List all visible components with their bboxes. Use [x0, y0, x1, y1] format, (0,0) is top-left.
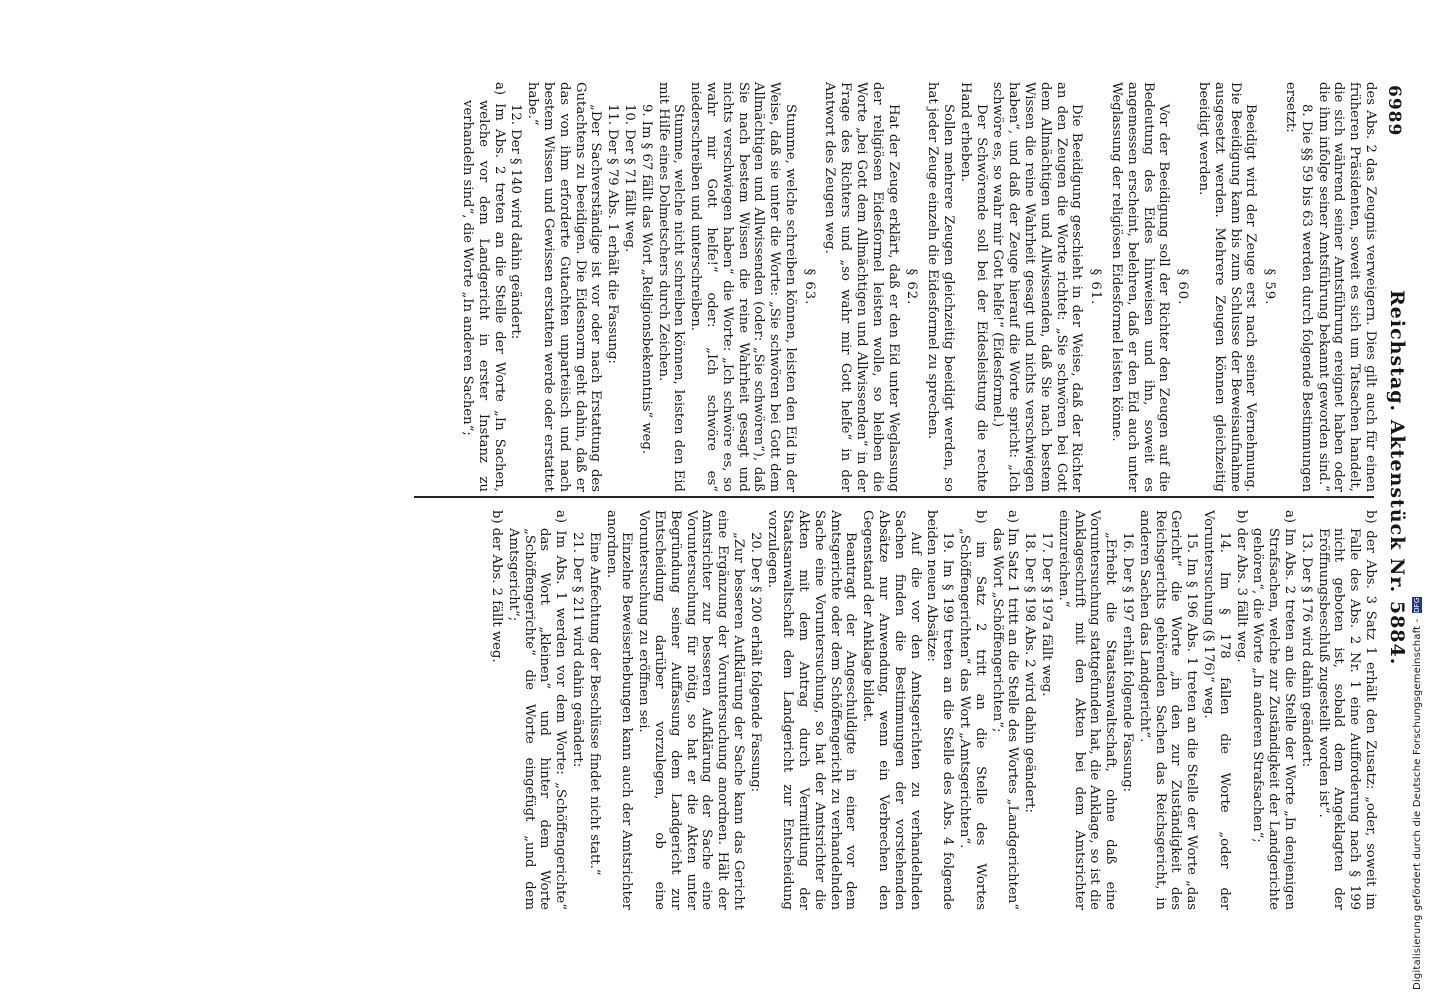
page-number: 6989 [1384, 85, 1404, 137]
section-heading: § 62. [904, 268, 920, 306]
paragraph: Beantragt der Angeschuldigte in einer vor dem Amtsgerichte oder dem Schöffengericht zu verhandelnden Sache eine Voruntersuchung, so hat der Amtsrichter die Akten mit dem Antrag durch Vermittlung der Staatsanwaltschaft dem Landgericht zur Entscheidung vorzulegen. [764, 510, 859, 910]
paragraph: 15. Im § 196 Abs. 1 treten an die Stelle der Worte „das Gericht“ die Worte „in den zur Zuständigkeit des Reichsgerichts gehörenden Sachen das Reichsgericht, in anderen Sachen das Landgericht“. [1136, 510, 1200, 910]
paragraph: Stumme, welche schreiben können, leisten den Eid in der Weise, daß sie unter die Worte: „Sie schwören bei Gott dem Allmächtigen und Allwissenden (oder: „Sie schwören“), daß Sie nach bestem Wissen die reine Wahrheit gesagt und nichts verschwiegen haben“ die Worte: „Ich schwöre es, so wahr mir Gott helfe!“ oder: „Ich schwöre es“ niederschreiben und unterschreiben. [688, 82, 798, 492]
section-heading: § 60. [1175, 268, 1191, 306]
section-heading: § 63. [801, 268, 817, 306]
paragraph: 21. Der § 211 wird dahin geändert: [569, 532, 585, 768]
paragraph: 9. Im § 67 fällt das Wort „Religionsbekenntnis“ weg. [638, 104, 654, 455]
paragraph: a) Im Abs. 2 treten an die Stelle der Worte „In denjenigen Strafsachen, welche zur Zuständigkeit der Landgerichte gehören“, die Worte „In anderen Strafsachen“; [1250, 510, 1298, 910]
paragraph: 16. Der § 197 erhält folgende Fassung: [1120, 532, 1136, 793]
paragraph: a) Im Abs. 1 werden vor dem Worte: „Schöffengerichte“ das Wort „kleinen“ und hinter dem Worte „Schöffengerichte“ die Worte eingefügt „und dem Amtsgericht“; [505, 510, 569, 910]
paragraph: Stumme, welche nicht schreiben können, leisten den Eid mit Hilfe eines Dolmetschers durch Zeichen. [655, 82, 687, 492]
paragraph: Der Schwörende soll bei der Eidesleistung die rechte Hand erheben. [957, 82, 989, 492]
paragraph: 13. Der § 176 wird dahin geändert: [1298, 532, 1314, 768]
paragraph: 14. Im § 178 fallen die Worte „oder der Voruntersuchung (§ 176)“ weg. [1201, 510, 1232, 910]
paragraph: 8. Die §§ 59 bis 63 werden durch folgende Bestimmungen ersetzt: [1283, 82, 1314, 492]
paragraph: 11. Der § 79 Abs. 1 erhält die Fassung: [605, 104, 621, 364]
paragraph: 17. Der § 197a fällt weg. [1039, 532, 1055, 697]
section-heading: § 59. [1262, 268, 1278, 306]
dfg-logo: DFG [1413, 597, 1421, 613]
page-header-title: Reichstag. Aktenstück Nr. 5884. [1386, 290, 1408, 666]
paragraph: a) Im Abs. 2 treten an die Stelle der Worte „In Sachen, welche vor dem Landgericht in erster Instanz zu verhandeln sind“, die Worte „In anderen Sachen“; [459, 82, 507, 492]
left-column [458, 82, 1378, 492]
paragraph: 10. Der § 71 fällt weg. [621, 104, 637, 253]
paragraph: „Erhebt die Staatsanwaltschaft, ohne daß eine Voruntersuchung stattgefunden hat, die Anklage, so ist die Anklageschrift mit den Akten bei dem Amtsrichter einzureichen.“ [1055, 510, 1119, 910]
digitization-footer [1412, 0, 1432, 1000]
paragraph: des Abs. 2 das Zeugnis verweigern. Dies gilt auch für einen früheren Präsidenten, soweit es sich um Tatsachen handelt, die sich während seiner Amtsführung ereignet haben oder die ihm infolge seiner Amtsführung bekannt geworden sind.“ [1315, 82, 1378, 492]
paragraph: b) der Abs. 3 Satz 1 erhält den Zusatz: „oder, soweit im Falle des Abs. 2 Nr. 1 eine Aufforderung nach § 199 nicht geboten ist, sobald dem Angeklagten der Eröffnungsbeschluß zugestellt worden ist“. [1315, 510, 1378, 910]
paragraph: a) Im Satz 1 tritt an die Stelle des Wortes „Landgerichten“ das Wort „Schöffengerichten“; [989, 510, 1021, 910]
paragraph: Sollen mehrere Zeugen gleichzeitig beeidigt werden, so hat jeder Zeuge einzeln die Eidesformel zu sprechen. [925, 82, 957, 492]
paragraph: b) im Satz 2 tritt an die Stelle des Wortes „Schöffengerichten“ das Wort „Amtsgerichten“. [957, 510, 988, 910]
paragraph: „Der Sachverständige ist vor oder nach Erstattung des Gutachtens zu beeidigen. Die Eidesnorm geht dahin, daß er das von ihm erforderte Gutachten unparteiisch und nach bestem Wissen und Gewissen erstatten werde oder erstattet habe.“ [525, 82, 604, 492]
paragraph: 18. Der § 198 Abs. 2 wird dahin geändert: [1022, 532, 1038, 813]
paragraph: Eine Anfechtung der Beschlüsse findet nicht statt.“ [586, 532, 602, 876]
paragraph: 12. Der § 140 wird dahin geändert: [508, 104, 524, 340]
column-divider [414, 496, 1374, 498]
paragraph: b) der Abs. 3 fällt weg. [1233, 510, 1249, 663]
paragraph: 19. Im § 199 treten an die Stelle des Abs. 4 folgende beiden neuen Absätze: [924, 510, 956, 910]
paragraph: Auf die vor den Amtsgerichten zu verhandelnden Sachen finden die Bestimmungen der vorstehenden Absätze nur Anwendung, wenn ein Verbrechen den Gegenstand der Anklage bildet. [860, 510, 923, 910]
paragraph: „Zur besseren Aufklärung der Sache kann das Gericht eine Ergänzung der Voruntersuchung anordnen. Hält der Amtsrichter zur besseren Aufklärung der Sache eine Voruntersuchung für nötig, so hat er die Akten unter Begründung seiner Auffassung dem Landgericht zur Entscheidung darüber vorzulegen, ob eine Voruntersuchung zu eröffnen sei. [636, 510, 746, 910]
section-heading: § 61. [1088, 268, 1104, 306]
paragraph: Die Beeidigung geschieht in der Weise, daß der Richter an den Zeugen die Worte richtet: „Sie schwören bei Gott dem Allmächtigen und Allwissenden, daß Sie nach bestem Wissen die reine Wahrheit gesagt und nichts verschwiegen haben“, und daß der Zeuge hierauf die Worte spricht: „Ich schwöre es, so wahr mir Gott helfe!“ (Eidesformel.) [990, 82, 1085, 492]
paragraph: Hat der Zeuge erklärt, daß er den Eid unter Weglassung der religiösen Eidesformel leisten wolle, so bleiben die Worte „bei Gott dem Allmächtigen und Allwissenden“ in der Frage des Richters und „so wahr mir Gott helfe“ in der Antwort des Zeugen weg. [822, 82, 901, 492]
paragraph: 20. Der § 200 erhält folgende Fassung: [747, 532, 763, 793]
right-column [487, 510, 1378, 910]
paragraph: Vor der Beeidigung soll der Richter den Zeugen auf die Bedeutung des Eides hinweisen und ihn, soweit es angemessen erscheint, belehren, daß er den Eid auch unter Weglassung der religiösen Eidesformel leisten könne. [1109, 82, 1172, 492]
footer-credit: Digitalisierung gefördert durch die Deutsche Forschungsgemeinschaft - [1412, 618, 1423, 990]
paragraph: Einzelne Beweiserhebungen kann auch der Amtsrichter anordnen. [603, 510, 635, 910]
paragraph: b) der Abs. 2 fällt weg. [488, 510, 504, 663]
paragraph: Beeidigt wird der Zeuge erst nach seiner Vernehmung. Die Beeidigung kann bis zum Schlusse der Beweisaufnahme ausgesetzt werden. Mehrere Zeugen können gleichzeitig beeidigt werden. [1196, 82, 1259, 492]
